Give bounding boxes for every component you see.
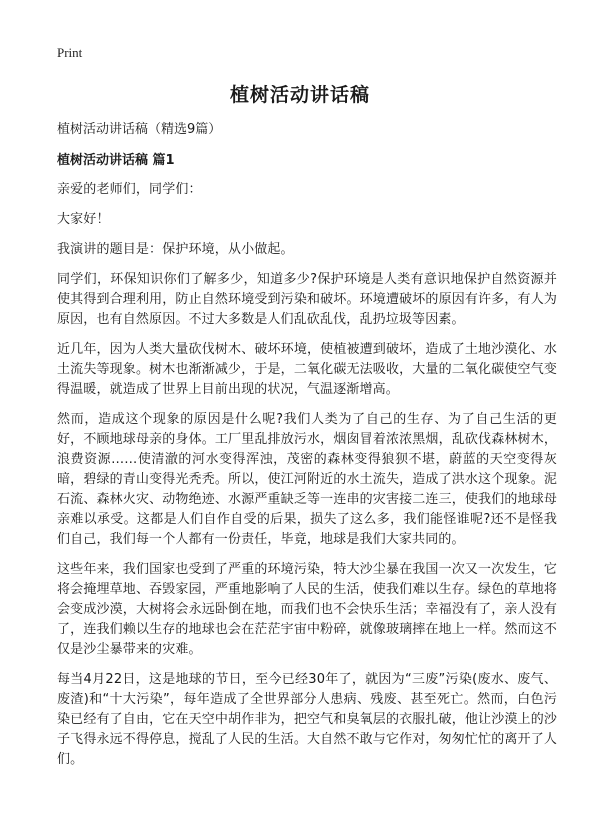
paragraph-body: 同学们，环保知识你们了解多少，知道多少?保护环境是人类有意识地保护自然资源并使其得到合理利用，防止自然环境受到污染和破坏。环境遭破坏的原因有许多，有人为原因，也有自然原因。不过大多数是人们乱砍乱伐，乱扔垃圾等因素。 — [57, 272, 557, 327]
document-body — [57, 120, 557, 780]
document-subtitle: 植树活动讲话稿（精选9篇） — [57, 122, 222, 137]
paragraph-body: 每当4月22日，这是地球的节日，至今已经30年了，就因为“三废”污染(废水、废气、废渣)和“十大污染”，每年造成了全世界部分人患病、残废、甚至死亡。然而，白色污染已经有了自由，它在天空中胡作非为，把空气和臭氧层的衣服扎破，他让沙漠上的沙子飞得永远不得停息，搅乱了人民的生活。大自然不敢与它作对，匆匆忙忙的离开了人们。 — [57, 672, 557, 767]
paragraph-hello: 大家好！ — [57, 212, 110, 227]
paragraph-greeting: 亲爱的老师们，同学们： — [57, 182, 202, 197]
print-link[interactable]: Print — [57, 45, 83, 60]
paragraph-body: 这些年来，我们国家也受到了严重的环境污染，特大沙尘暴在我国一次又一次发生，它将会掩埋草地、吞毁家园，严重地影响了人民的生活，使我们难以生存。绿色的草地将会变成沙漠，大树将会永远卧倒在地，而我们也不会快乐生活；幸福没有了，亲人没有了，连我们赖以生存的地球也会在茫茫宇宙中粉碎，就像玻璃摔在地上一样。然而这不仅是沙尘暴带来的灾难。 — [57, 562, 557, 657]
section-heading: 植树活动讲话稿 篇1 — [57, 153, 175, 168]
page-title: 植树活动讲话稿 — [229, 84, 370, 106]
paragraph-body: 近几年，因为人类大量砍伐树木、破坏环境，使植被遭到破坏，造成了土地沙漠化、水土流失等现象。树木也渐渐减少，于是，二氧化碳无法吸收，大量的二氧化碳使空气变得温暖，就造成了世界上目前出现的状况，气温逐渐增高。 — [57, 342, 557, 397]
paragraph-topic: 我演讲的题目是：保护环境，从小做起。 — [57, 242, 294, 257]
paragraph-body: 然而，造成这个现象的原因是什么呢?我们人类为了自己的生存、为了自己生活的更好，不顾地球母亲的身体。工厂里乱排放污水，烟囱冒着浓浓黑烟，乱砍伐森林树木，浪费资源……使清澈的河水变得浑浊，茂密的森林变得狼狈不堪，蔚蓝的天空变得灰暗，碧绿的青山变得光秃秃。所以，使江河附近的水土流失，造成了洪水这个现象。泥石流、森林火灾、动物绝迹、水源严重缺乏等一连串的灾害接二连三，使我们的地球母亲难以承受。这都是人们自作自受的后果，损失了这么多，我们能怪谁呢?还不是怪我们自己，我们每一个人都有一份责任，毕竟，地球是我们大家共同的。 — [57, 412, 557, 547]
